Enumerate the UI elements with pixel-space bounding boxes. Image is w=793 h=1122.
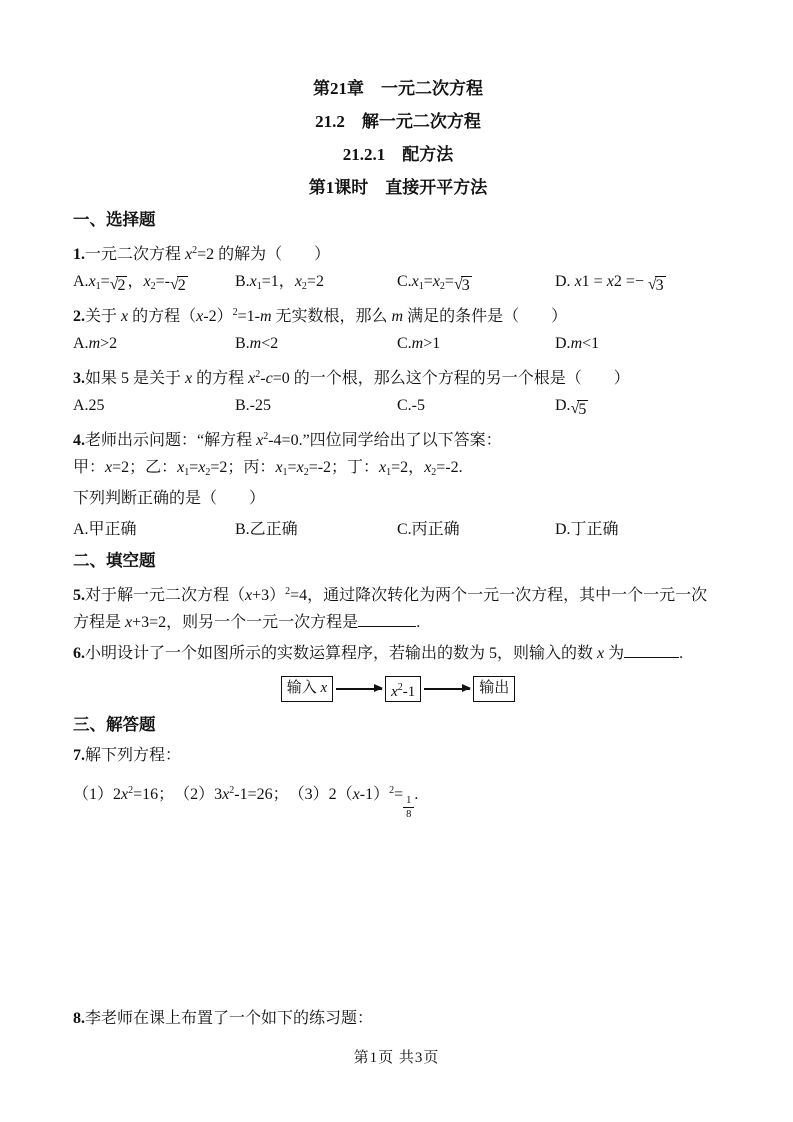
question-5-line2: 方程是 x+3=2，则另一个一元一次方程是 . — [73, 607, 723, 638]
chapter-title: 第21章 一元二次方程 — [313, 79, 483, 98]
q3-option-a: A.25 — [73, 397, 105, 414]
question-4-prompt: 下列判断正确的是（ ） — [73, 490, 266, 507]
subsection-title: 21.2.1 配方法 — [342, 145, 454, 164]
question-1-options — [73, 266, 723, 297]
q2-option-b: B.m<2 — [235, 335, 279, 352]
question-3-options — [73, 390, 723, 421]
lesson-title: 第1课时 直接开平方法 — [308, 178, 488, 197]
flow-process-box: $x^2-1$ — [385, 676, 421, 702]
flow-input-box: 输入 x — [281, 676, 333, 702]
question-6-stem: 6.小明设计了一个如图所示的实数运算程序，若输出的数为 5，则输入的数 x 为 . — [73, 638, 723, 669]
flow-output-box: 输出 — [473, 676, 515, 702]
q3-option-c: C.-5 — [397, 397, 425, 414]
question-2-stem: 2.关于 x 的方程$(x-2)^2=1-m$ 无实数根，那么 m 满足的条件是（ ） — [73, 307, 568, 325]
question-4-options — [73, 514, 723, 545]
q1-option-b: $B.x_1=1$，$x_2=2$ — [235, 273, 324, 292]
q3-option-b: B.-25 — [235, 397, 271, 414]
question-3-stem: 3.如果 5 是关于 x 的方程 $x^2-c=0$ 的一个根，那么这个方程的另一个根是（ ） — [73, 369, 630, 387]
q4-option-a: A.甲正确 — [73, 521, 137, 538]
q6-flow-diagram — [73, 669, 723, 709]
q4-option-c: C.丙正确 — [397, 521, 460, 538]
question-4-answers: 甲：x=2；乙：$x_1=x_2=2$；丙：$x_1=x_2=-2$；丁：$x_1=2$，$x_2=-2$. — [73, 459, 463, 478]
flow-arrow-icon — [424, 688, 470, 690]
question-5-line1: 5.对于解一元二次方程$(x+3)^2=4$，通过降次转化为两个一元一次方程，其中一个一元一次 — [73, 586, 708, 604]
section-title: 21.2 解一元二次方程 — [315, 112, 481, 131]
question-7-parts: $(1)2x^2=16$； $(2)3x^2-1=26$； $(3)2(x-1)^2=$ $\frac{1}{8}$ . — [73, 785, 419, 821]
question-4-stem: 4.老师出示问题：“解方程 $x^2-4=0$.”四位同学给出了以下答案： — [73, 431, 502, 449]
question-8-stem: 8.李老师在课上布置了一个如下的练习题： — [73, 1010, 374, 1027]
fill-section-heading: 二、填空题 — [73, 551, 156, 570]
q4-option-d: D.丁正确 — [555, 521, 619, 538]
q3-option-d: D. √ 5 — [555, 397, 587, 418]
question-2-options — [73, 328, 723, 359]
question-1-stem: 1.一元二次方程 $x^2=2$ 的解为（ ） — [73, 245, 331, 263]
flow-arrow-icon — [336, 688, 382, 690]
answer-section-heading: 三、解答题 — [73, 715, 156, 734]
page-content — [73, 72, 723, 821]
q2-option-c: C.m>1 — [397, 335, 441, 352]
q1-option-c: $C.x_1=x_2=$ √ 3 — [397, 273, 470, 294]
q2-option-a: A.m>2 — [73, 335, 118, 352]
q2-option-d: D.m<1 — [555, 335, 600, 352]
choice-section-heading: 一、选择题 — [73, 210, 156, 229]
page-number-footer: 第1页 共3页 — [353, 1050, 440, 1066]
q1-option-d: D. x1 = x2 =− √ 3 — [555, 273, 664, 294]
q4-option-b: B.乙正确 — [235, 521, 298, 538]
q1-option-a: $A.x_1=$ √ 2 ，$x_2=-$ √ 2 — [73, 273, 186, 294]
question-7-stem: 7.解下列方程： — [73, 747, 182, 764]
